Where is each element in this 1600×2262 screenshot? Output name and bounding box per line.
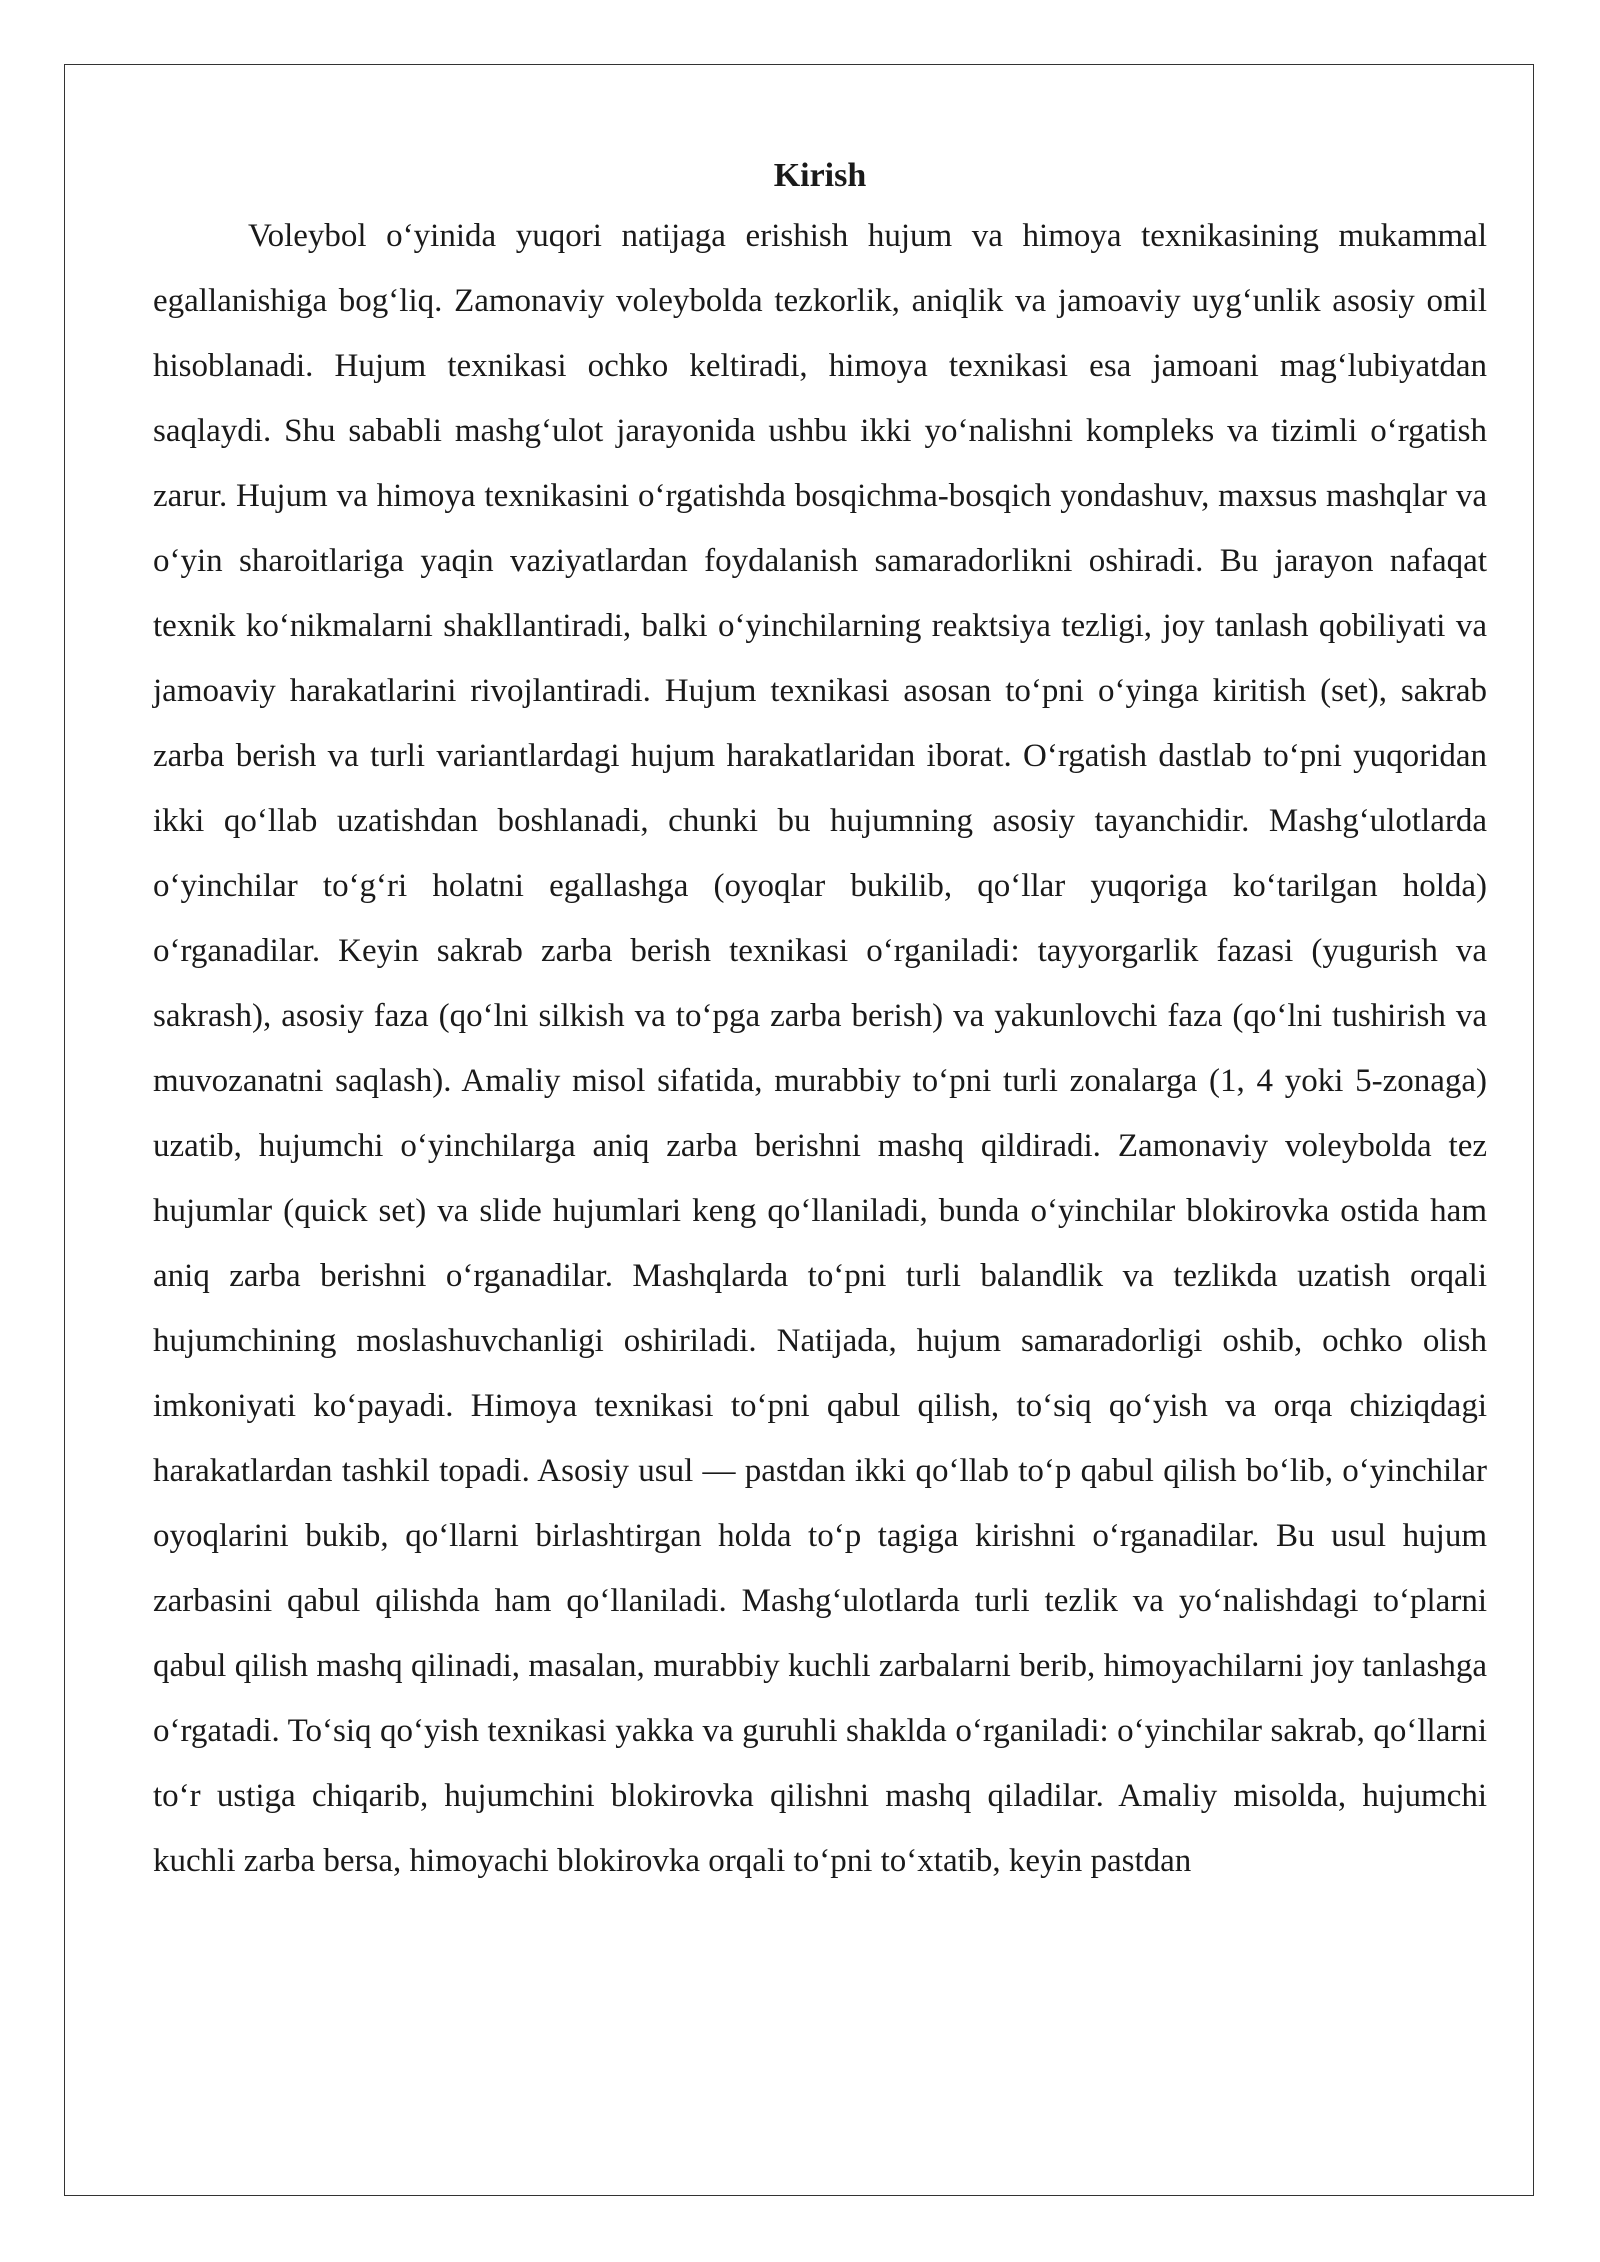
- document-title: Kirish: [773, 157, 867, 194]
- document-body: [153, 148, 1487, 1894]
- body-paragraph: Voleybol o‘yinida yuqori natijaga erishish hujum va himoya texnikasining mukammal egallanishiga bog‘liq. Zamonaviy voleybolda tezkorlik, aniqlik va jamoaviy uyg‘unlik asosiy omil hisoblanadi. Hujum texnikasi ochko keltiradi, himoya texnikasi esa jamoani mag‘lubiyatdan saqlaydi. Shu sababli mashg‘ulot jarayonida ushbu ikki yo‘nalishni kompleks va tizimli o‘rgatish zarur. Hujum va himoya texnikasini o‘rgatishda bosqichma-bosqich yondashuv, maxsus mashqlar va o‘yin sharoitlariga yaqin vaziyatlardan foydalanish samaradorlikni oshiradi. Bu jarayon nafaqat texnik ko‘nikmalarni shakllantiradi, balki o‘yinchilarning reaktsiya tezligi, joy tanlash qobiliyati va jamoaviy harakatlarini rivojlantiradi. Hujum texnikasi asosan to‘pni o‘yinga kiritish (set), sakrab zarba berish va turli variantlardagi hujum harakatlaridan iborat. O‘rgatish dastlab to‘pni yuqoridan ikki qo‘llab uzatishdan boshlanadi, chunki bu hujumning asosiy tayanchidir. Mashg‘ulotlarda o‘yinchilar to‘g‘ri holatni egallashga (oyoqlar bukilib, qo‘llar yuqoriga ko‘tarilgan holda) o‘rganadilar. Keyin sakrab zarba berish texnikasi o‘rganiladi: tayyorgarlik fazasi (yugurish va sakrash), asosiy faza (qo‘lni silkish va to‘pga zarba berish) va yakunlovchi faza (qo‘lni tushirish va muvozanatni saqlash). Amaliy misol sifatida, murabbiy to‘pni turli zonalarga (1, 4 yoki 5-zonaga) uzatib, hujumchi o‘yinchilarga aniq zarba berishni mashq qildiradi. Zamonaviy voleybolda tez hujumlar (quick set) va slide hujumlari keng qo‘llaniladi, bunda o‘yinchilar blokirovka ostida ham aniq zarba berishni o‘rganadilar. Mashqlarda to‘pni turli balandlik va tezlikda uzatish orqali hujumchining moslashuvchanligi oshiriladi. Natijada, hujum samaradorligi oshib, ochko olish imkoniyati ko‘payadi. Himoya texnikasi to‘pni qabul qilish, to‘siq qo‘yish va orqa chiziqdagi harakatlardan tashkil topadi. Asosiy usul — pastdan ikki qo‘llab to‘p qabul qilish bo‘lib, o‘yinchilar oyoqlarini bukib, qo‘llarni birlashtirgan holda to‘p tagiga kirishni o‘rganadilar. Bu usul hujum zarbasini qabul qilishda ham qo‘llaniladi. Mashg‘ulotlarda turli tezlik va yo‘nalishdagi to‘plarni qabul qilish mashq qilinadi, masalan, murabbiy kuchli zarbalarni berib, himoyachilarni joy tanlashga o‘rgatadi. To‘siq qo‘yish texnikasi yakka va guruhli shaklda o‘rganiladi: o‘yinchilar sakrab, qo‘llarni to‘r ustiga chiqarib, hujumchini blokirovka qilishni mashq qiladilar. Amaliy misolda, hujumchi kuchli zarba bersa, himoyachi blokirovka orqali to‘pni to‘xtatib, keyin pastdan: [153, 218, 1487, 1879]
